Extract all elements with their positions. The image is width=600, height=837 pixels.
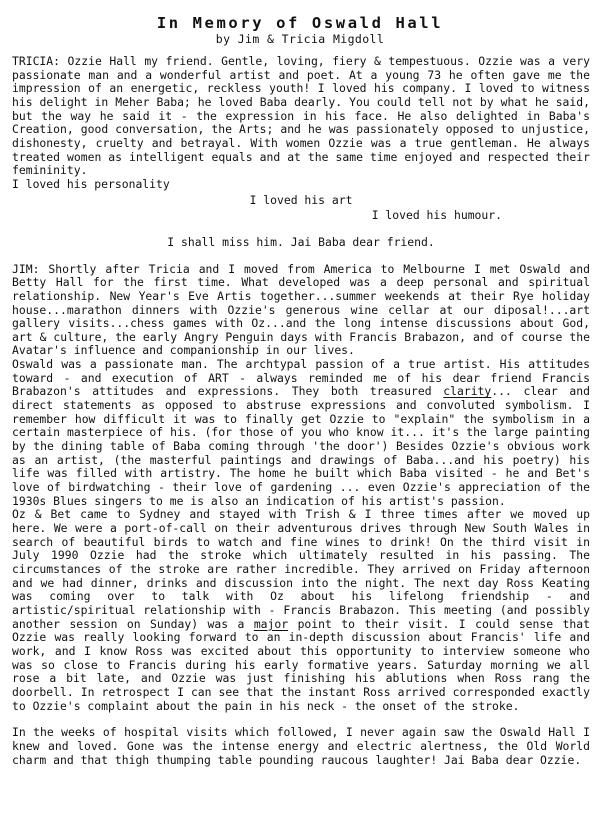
tricia-line-personality: I loved his personality xyxy=(12,176,170,191)
jim-paragraph-2-text-a: Oswald was a passionate man. The archtypal passion of a true artist. His attitudes toward - and execution of ART - always reminded me of his dear friend Francis Brabazon's attitudes and expressions. They both treasured xyxy=(12,357,590,399)
jim-paragraph-4: In the weeks of hospital visits which followed, I never again saw the Oswald Hall I knew and loved. Gone was the intense energy and electric alertness, the Old World charm and that thigh thumping table pounding raucous laughter! Jai Baba dear Ozzie. xyxy=(12,725,590,767)
document-byline: by Jim & Tricia Migdoll xyxy=(215,32,385,46)
document-title: In Memory of Oswald Hall xyxy=(156,14,444,32)
jim-paragraph-2-text-b: ... clear and direct statements as opposed to abstruse expressions and convoluted symbolism. I remember how difficult it was to finally get Ozzie to "explain" the symbolism in a certain masterpiece of his. (for those of you who know it... it's the large painting by the dining table of Baba coming through 'the door') Besides Ozzie's obvious work as an artist, (the masterful paintings and drawings of Baba...and his poetry) his life was filled with artistry. The home he built which Baba visited - he and Bet's love of birdwatching - their love of gardening ... even Ozzie's appreciation of the 1930s Blues singers to me is also an indication of his artist's passion. xyxy=(12,384,591,508)
spacer xyxy=(12,250,590,263)
underlined-major: major xyxy=(253,616,289,631)
jim-paragraph-1: JIM: Shortly after Tricia and I moved from America to Melbourne I met Oswald and Betty Hall for the first time. What developed was a deep personal and spiritual relationship. New Year's Eve Artis together...summer weekends at their Rye holiday house...marathon dinners with Ozzie's generous wine cellar at our diposal!...art gallery visits...chess games with Oz...and the long intense discussions about God, art & culture, the early Angry Penguin days with Francis Brabazon, and of course the Avatar's influence and companionship in our lives. xyxy=(12,261,590,358)
tricia-line-art: I loved his art xyxy=(249,192,353,207)
tricia-line-humour: I loved his humour. xyxy=(371,208,502,223)
tricia-line-miss: I shall miss him. Jai Baba dear friend. xyxy=(167,234,435,249)
document-body xyxy=(12,55,590,767)
spacer xyxy=(12,223,590,236)
jim-paragraph-3-text-a: Oz & Bet came to Sydney and stayed with Trish & I three times after we moved up here. We were a port-of-call on their adventurous drives through New South Wales in search of beautiful birds to watch and fine wines to drink! On the third visit in July 1990 Ozzie had the stroke which ultimately resulted in his passing. The circumstances of the stroke are rather incredible. They arrived on Friday afternoon and we had dinner, drinks and discussion into the night. The next day Ross Keating was coming over to talk with Oz about his lifelong friendship - and artistic/spiritual relationship with - Francis Brabazon. This meeting (and possibly another session on Sunday) was a xyxy=(12,507,590,631)
tricia-paragraph: TRICIA: Ozzie Hall my friend. Gentle, loving, fiery & tempestuous. Ozzie was a very passionate man and a wonderful artist and poet. At a young 73 he often gave me the impression of an energetic, reckless youth! I loved his company. I loved to witness his delight in Meher Baba; he loved Baba dearly. You could tell not by what he said, but the way he said it - the expression in his face. He also delighted in Baba's Creation, good conversation, the Arts; and he was passionately opposed to unjustice, dishonesty, cruelty and betrayal. With women Ozzie was a true gentleman. He always treated women as intelligent equals and at the same time enjoyed and respected their femininity. xyxy=(12,54,590,178)
jim-paragraph-3-text-b: point to their visit. I could sense that Ozzie was really looking forward to an in-depth discussion about Francis' life and work, and I know Ross was excited about this opportunity to interview someone who was so close to Francis during his early formative years. Saturday morning we all rose a bit late, and Ozzie was just finishing his ablutions when Ross rang the doorbell. In retrospect I can see that the instant Ross arrived corresponded exactly to Ozzie's complaint about the pain in his neck - the onset of the stroke. xyxy=(12,616,590,713)
jim-paragraph-2 xyxy=(12,358,590,508)
jim-paragraph-3 xyxy=(12,508,590,713)
underlined-clarity: clarity xyxy=(443,384,492,399)
